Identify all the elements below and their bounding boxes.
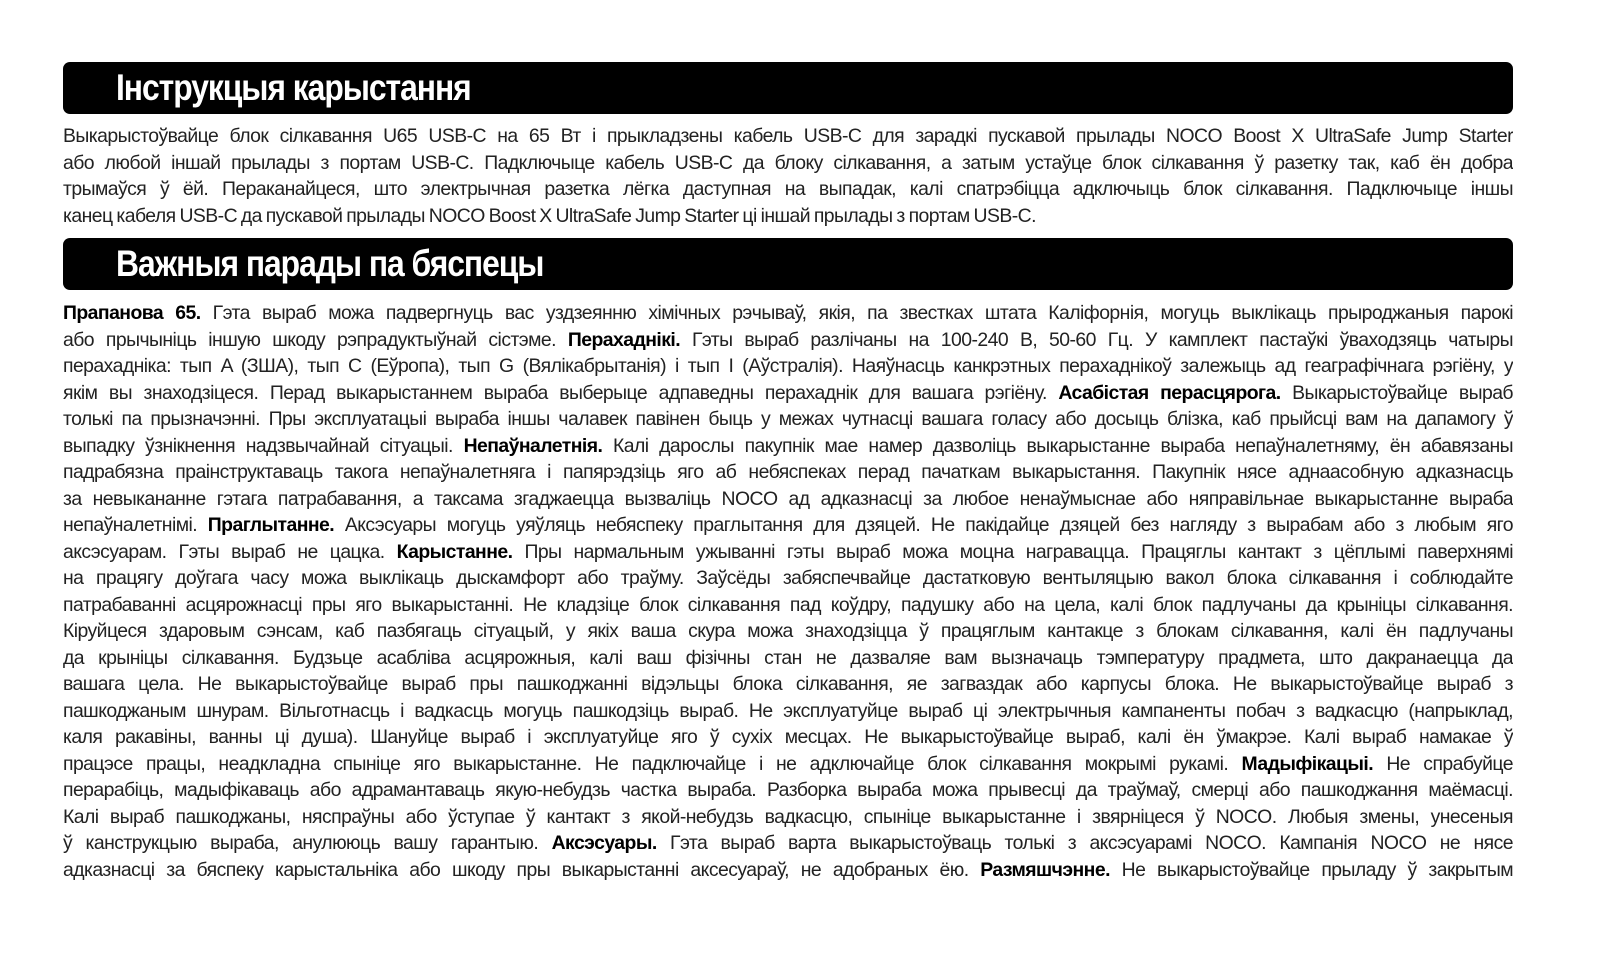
safety-keyword: Карыстанне. [396,540,513,563]
safety-line [63,353,1513,380]
safety-paragraph [63,300,1513,883]
safety-line [63,751,1513,778]
safety-line [63,671,1513,698]
safety-text-run: пашкоджаным шнурам. Вільготнасць і вадкасць могуць пашкодзіць выраб. Не эксплуатуйце выраб ці электрычныя кампаненты побач з вадкасцю (напрыклад, [63,699,1513,722]
safety-section-title: Важныя парады па бяспецы [116,243,544,284]
safety-keyword: Перахаднікі. [567,328,681,351]
safety-line [63,486,1513,513]
safety-text-run: Пры нармальным ужыванні гэты выраб можа моцна награвацца. Працяглы кантакт з цёплымі паверхнямі [512,540,1513,563]
safety-text-run: Гэты выраб разлічаны на 100-240 В, 50-60 Гц. У камплект пастаўкі ўваходзяць чатыры [680,328,1513,351]
safety-line [63,406,1513,433]
usage-line: трымаўся ў ёй. Пераканайцеся, што электрычная разетка лёгка даступная на выпадак, калі спатрэбіцца адключыць блок сілкавання. Падключыце іншы [63,178,1513,200]
safety-line [63,698,1513,725]
safety-line [63,592,1513,619]
safety-line [63,433,1513,460]
safety-line [63,459,1513,486]
safety-text-run: Аксэсуары могуць уяўляць небяспеку праглытання для дзяцей. Не пакідайце дзяцей без нагляду з вырабам або з любым яго [334,514,1513,536]
safety-text-run: Кіруйцеся здаровым сэнсам, каб пазбягаць сітуацый, у якіх ваша скура можа знаходзіцца ў працяглым кантакце з блокам сілкавання, калі ён падлучаны [63,620,1513,642]
safety-text-run: перахадніка: тып A (ЗША), тып C (Еўропа), тып G (Вялікабрытанія) і тып I (Аўстралія). Наяўнасць канкрэтных перахаднікоў залежыць ад геаграфічнага рэгіёну, у [63,355,1513,377]
safety-keyword: Непаўналетнія. [463,434,603,457]
safety-keyword: Мадыфікацыі. [1241,752,1374,775]
safety-line [63,539,1513,566]
safety-keyword: Размяшчэнне. [980,858,1110,881]
safety-line [63,565,1513,592]
safety-text-run: на працягу доўгага часу можа выклікаць дыскамфорт або траўму. Заўсёды забяспечвайце дастатковую вентыляцыю вакол блока сілкавання і соблюдайте [63,567,1513,589]
safety-text-run: адказнасці за бяспеку карыстальніка або шкоду пры выкарыстанні аксесуараў, не адобраных ёю. [63,858,981,881]
safety-text-run: або прычыніць іншую шкоду рэпрадуктыўнай сістэме. [63,328,568,351]
safety-text-run: за невыкананне гэтага патрабавання, а таксама згаджаецца вызваліць NOCO ад адказнасці за любое ненаўмыснае або няправільнае выкарыстанне выраба [63,487,1513,510]
safety-text-run: выпадку ўзнікнення надзвычайнай сітуацыі. [63,434,464,457]
safety-text-run: Не выкарыстоўвайце прыладу ў закрытым [1109,858,1513,881]
safety-keyword: Праглытанне. [207,514,335,536]
safety-text-run: непаўналетнімі. [63,514,208,536]
safety-line [63,777,1513,804]
usage-line: канец кабеля USB-C да пускавой прылады NOCO Boost X UltraSafe Jump Starter ці іншай прылады з портам USB-C. [63,204,1036,227]
safety-keyword: Асабістая перасцярога. [1058,381,1281,404]
safety-text-run: Гэта выраб можа падвергнуць вас уздзеянню хімічных рэчываў, якія, па звестках штата Каліфорнія, могуць выклікаць прыроджаныя парокі [200,302,1513,324]
usage-line: Выкарыстоўвайце блок сілкавання U65 USB-C на 65 Вт і прыкладзены кабель USB-C для зарадкі пускавой прылады NOCO Boost X UltraSafe Jump Starter [63,125,1513,147]
usage-line: або любой іншай прылады з портам USB-C. Падключыце кабель USB-C да блоку сілкавання, а затым устаўце блок сілкавання ў разетку так, каб ён добра [63,151,1513,174]
safety-text-run: якім вы знаходзіцеся. Перад выкарыстаннем выраба выберыце адпаведны перахаднік для вашага рэгіёну. [63,381,1059,404]
safety-section-header [63,238,1513,290]
safety-text-run: падрабязна праінструктаваць такога непаўналетняга і папярэдзіць яго аб небяспеках перад пачаткам выкарыстання. Пакупнік нясе аднаасобную адказнасць [63,461,1513,483]
safety-text-run: Выкарыстоўвайце выраб [1280,381,1513,404]
safety-text-run: да крыніцы сілкавання. Будзьце асабліва асцярожныя, калі ваш фізічны стан не дазваляе вам вызначаць тэмпературу прадмета, што дакранаецца да [63,646,1513,669]
safety-line [63,804,1513,831]
usage-paragraph [63,123,1513,229]
safety-line [63,380,1513,407]
safety-line [63,724,1513,751]
safety-text-run: Калі выраб пашкоджаны, няспраўны або ўступае ў кантакт з якой-небудзь вадкасцю, спыніце выкарыстанне і звярніцеся ў NOCO. Любыя змены, унесеныя [63,805,1513,828]
safety-text-run: Гэта выраб варта выкарыстоўваць толькі з аксэсуарамі NOCO. Кампанія NOCO не нясе [656,832,1513,854]
safety-text-run: ў канструкцыю выраба, анулююць вашу гарантыю. [63,832,552,854]
safety-text-run: Калі дарослы пакупнік мае намер дазволіць выкарыстанне выраба непаўналетняму, ён абавязаны [602,434,1513,457]
safety-text-run: перарабіць, мадыфікаваць або адрамантаваць якую-небудзь частка выраба. Разборка выраба можа прывесці да траўмаў, смерці або пашкоджання маёмасці. [63,779,1513,801]
safety-text-run: каля ракавіны, ванны ці душа). Шануйце выраб і эксплуатуйце яго ў сухіх месцах. Не выкарыстоўвайце выраб, калі ён ўмакрэе. Калі выраб намакае ў [63,726,1513,748]
safety-text-run: патрабаванні асцярожнасці пры яго выкарыстанні. Не кладзіце блок сілкавання пад коўдру, падушку або на цела, калі блок падлучаны да крыніцы сілкавання. [63,593,1513,616]
safety-text-run: толькі па прызначэнні. Пры эксплуатацыі выраба іншы чалавек павінен быць у межах чутнасці вашага голасу або досыць блізка, каб прыйсці вам на дапамогу ў [63,408,1513,430]
safety-line [63,830,1513,857]
usage-section-title: Інструкцыя карыстання [116,67,471,108]
safety-line [63,327,1513,354]
safety-line [63,857,1513,884]
safety-line [63,618,1513,645]
usage-section-header [63,62,1513,114]
document-page [63,62,1513,883]
safety-keyword: Прапанова 65. [63,302,201,324]
safety-text-run: вашага цела. Не выкарыстоўвайце выраб пры пашкоджанні відэльцы блока сілкавання, яе загваздак або карпусы блока. Не выкарыстоўвайце выраб з [63,673,1513,695]
safety-text-run: працэсе працы, неадкладна спыніце яго выкарыстанне. Не падключайце і не адключайце блок сілкавання мокрымі рукамі. [63,752,1242,775]
safety-line [63,512,1513,539]
safety-line [63,300,1513,327]
safety-keyword: Аксэсуары. [551,832,657,854]
safety-text-run: аксэсуарам. Гэты выраб не цацка. [63,540,397,563]
safety-line [63,645,1513,672]
safety-text-run: Не спрабуйце [1373,752,1513,775]
